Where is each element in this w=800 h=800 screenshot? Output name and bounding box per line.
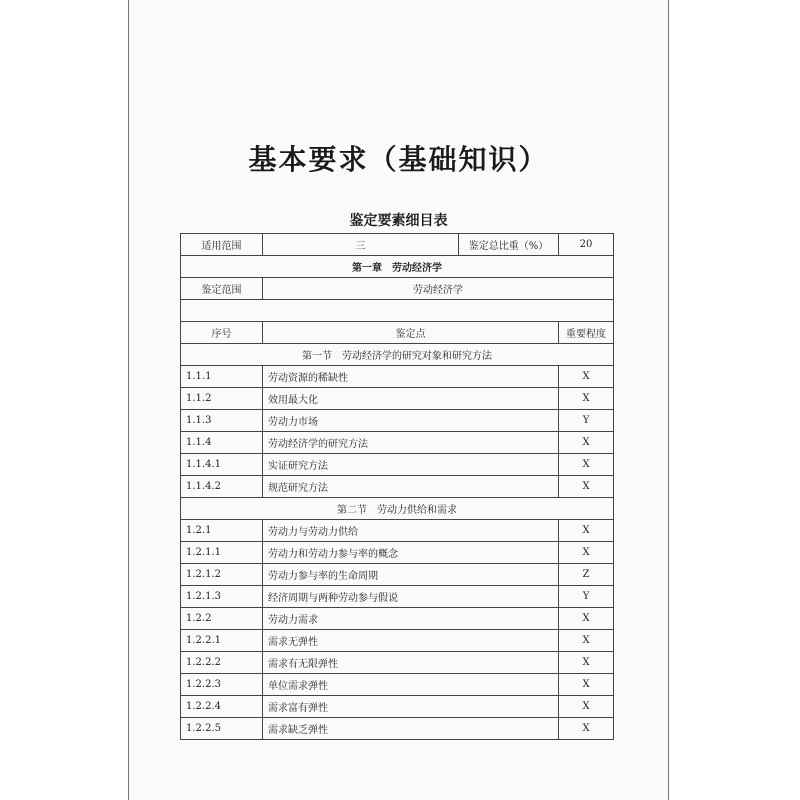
table-row bbox=[181, 410, 614, 432]
range-row bbox=[181, 278, 614, 300]
table-row bbox=[181, 652, 614, 674]
importance-level: X bbox=[559, 718, 614, 740]
importance-level: X bbox=[559, 608, 614, 630]
importance-level: X bbox=[559, 476, 614, 498]
assessment-point: 效用最大化 bbox=[263, 388, 559, 410]
weight-value: 20 bbox=[559, 234, 614, 256]
table-row bbox=[181, 630, 614, 652]
table-row bbox=[181, 454, 614, 476]
assessment-point: 劳动力参与率的生命周期 bbox=[263, 564, 559, 586]
col-point-header: 鉴定点 bbox=[263, 322, 559, 344]
assessment-point: 劳动力和劳动力参与率的概念 bbox=[263, 542, 559, 564]
chapter-row bbox=[181, 256, 614, 278]
table-row bbox=[181, 476, 614, 498]
row-number: 1.1.4.1 bbox=[181, 454, 263, 476]
assessment-point: 劳动力需求 bbox=[263, 608, 559, 630]
table-row bbox=[181, 520, 614, 542]
importance-level: X bbox=[559, 388, 614, 410]
row-number: 1.2.1.1 bbox=[181, 542, 263, 564]
importance-level: X bbox=[559, 630, 614, 652]
assessment-point: 需求富有弹性 bbox=[263, 696, 559, 718]
row-number: 1.2.2.2 bbox=[181, 652, 263, 674]
row-number: 1.1.3 bbox=[181, 410, 263, 432]
importance-level: X bbox=[559, 454, 614, 476]
importance-level: Y bbox=[559, 410, 614, 432]
table-row bbox=[181, 542, 614, 564]
row-number: 1.1.1 bbox=[181, 366, 263, 388]
table-row bbox=[181, 564, 614, 586]
range-value: 劳动经济学 bbox=[263, 278, 614, 300]
table-row bbox=[181, 586, 614, 608]
section-row bbox=[181, 344, 614, 366]
table-row bbox=[181, 388, 614, 410]
assessment-point: 劳动资源的稀缺性 bbox=[263, 366, 559, 388]
assessment-point: 需求有无限弹性 bbox=[263, 652, 559, 674]
table-row bbox=[181, 366, 614, 388]
chapter-title: 第一章 劳动经济学 bbox=[181, 256, 614, 278]
row-number: 1.2.1.3 bbox=[181, 586, 263, 608]
row-number: 1.2.2.3 bbox=[181, 674, 263, 696]
importance-level: X bbox=[559, 696, 614, 718]
row-number: 1.2.1.2 bbox=[181, 564, 263, 586]
row-number: 1.2.2 bbox=[181, 608, 263, 630]
assessment-point: 劳动经济学的研究方法 bbox=[263, 432, 559, 454]
importance-level: X bbox=[559, 432, 614, 454]
row-number: 1.1.4.2 bbox=[181, 476, 263, 498]
table-title: 鉴定要素细目表 bbox=[349, 213, 448, 229]
section-row bbox=[181, 498, 614, 520]
assessment-point: 劳动力市场 bbox=[263, 410, 559, 432]
row-number: 1.2.2.1 bbox=[181, 630, 263, 652]
importance-level: X bbox=[559, 366, 614, 388]
importance-level: Y bbox=[559, 586, 614, 608]
table-row bbox=[181, 432, 614, 454]
page-title: 基本要求（基础知识） bbox=[248, 143, 549, 176]
importance-level: X bbox=[559, 542, 614, 564]
assessment-point: 单位需求弹性 bbox=[263, 674, 559, 696]
header-row bbox=[181, 234, 614, 256]
range-label: 鉴定范围 bbox=[181, 278, 263, 300]
row-number: 1.1.2 bbox=[181, 388, 263, 410]
importance-level: X bbox=[559, 674, 614, 696]
importance-level: X bbox=[559, 652, 614, 674]
table-row bbox=[181, 608, 614, 630]
scope-label: 适用范围 bbox=[181, 234, 263, 256]
assessment-point: 劳动力与劳动力供给 bbox=[263, 520, 559, 542]
section-title: 第二节 劳动力供给和需求 bbox=[181, 498, 614, 520]
spacer-row bbox=[181, 300, 614, 322]
assessment-point: 需求缺乏弹性 bbox=[263, 718, 559, 740]
assessment-point: 实证研究方法 bbox=[263, 454, 559, 476]
assessment-point: 经济周期与两种劳动参与假说 bbox=[263, 586, 559, 608]
weight-label: 鉴定总比重（%） bbox=[459, 234, 559, 256]
scope-value: 三 bbox=[263, 234, 459, 256]
col-num-header: 序号 bbox=[181, 322, 263, 344]
row-number: 1.2.2.5 bbox=[181, 718, 263, 740]
row-number: 1.2.2.4 bbox=[181, 696, 263, 718]
importance-level: X bbox=[559, 520, 614, 542]
table-row bbox=[181, 696, 614, 718]
row-number: 1.1.4 bbox=[181, 432, 263, 454]
assessment-point: 规范研究方法 bbox=[263, 476, 559, 498]
table-row bbox=[181, 718, 614, 740]
blank-cell bbox=[181, 300, 614, 322]
table-row bbox=[181, 674, 614, 696]
row-number: 1.2.1 bbox=[181, 520, 263, 542]
section-title: 第一节 劳动经济学的研究对象和研究方法 bbox=[181, 344, 614, 366]
col-importance-header: 重要程度 bbox=[559, 322, 614, 344]
importance-level: Z bbox=[559, 564, 614, 586]
column-header-row bbox=[181, 322, 614, 344]
assessment-point: 需求无弹性 bbox=[263, 630, 559, 652]
assessment-table bbox=[180, 233, 614, 740]
